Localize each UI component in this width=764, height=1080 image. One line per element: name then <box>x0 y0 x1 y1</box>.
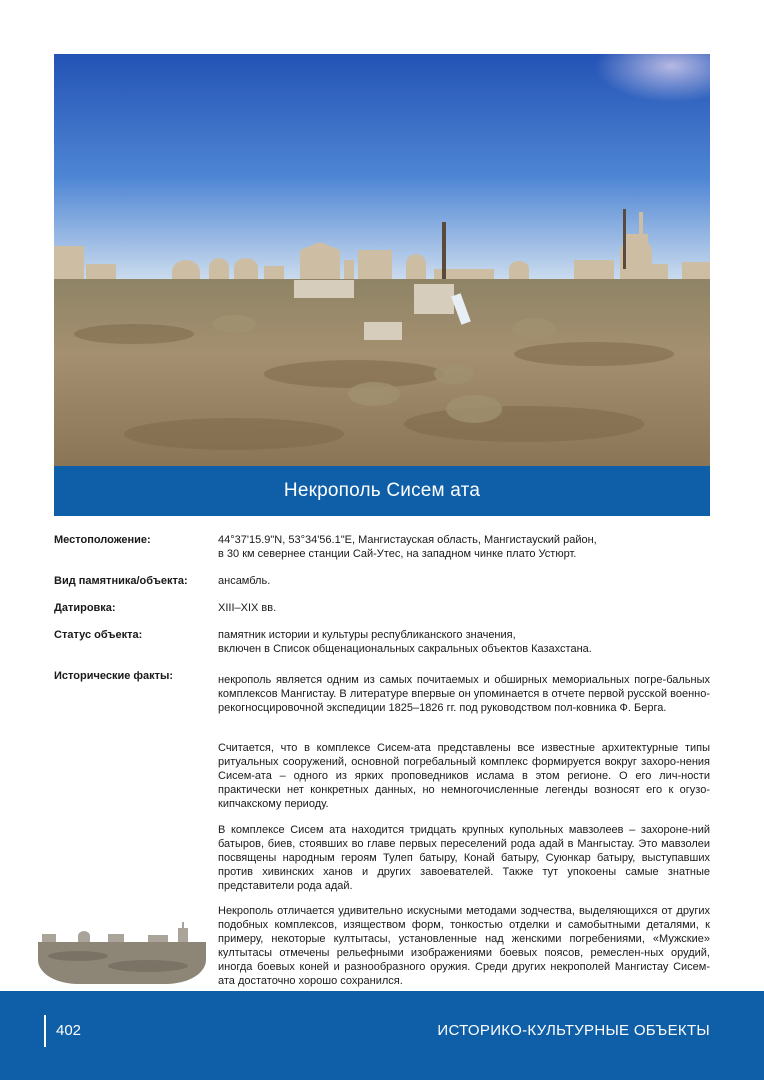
thumbnail-photo <box>38 922 206 984</box>
field-label: Местоположение: <box>54 534 151 546</box>
field-location <box>54 533 710 561</box>
field-value-line: XIII–XIX вв. <box>218 602 277 614</box>
footer-divider <box>44 1015 46 1047</box>
field-value <box>218 601 710 615</box>
paragraph: В комплексе Сисем ата находится тридцать крупных купольных мавзолеев – захороне-ний батыров, биев, стоявших во главе первых переселений рода адай в Мангыстау. Это мавзолеи посвящены народным героям Тулеп батыру, Конай батыру, Суюнкар батыру, выступавших против хивинских ханов и других завоевателей. Также тут упокоены самые знатные представители рода адай. <box>218 824 710 892</box>
paragraph: некрополь является одним из самых почитаемых и обширных мемориальных погре-бальных комплексов Мангистау. В литературе впервые он упоминается в отчете первой русской военно-рекогносцировочной экспедиции 1825–1826 гг. под руководством пол-ковника Ф. Берга. <box>218 674 710 714</box>
paragraph: Некрополь отличается удивительно искусными методами зодчества, выделяющихся от других подобных комплексов, изяществом форм, тонкостью отделки и самобытными деталями, к примеру, некоторые култытасы, установленные над женскими погребениями, «Мужские» култытасы отмечены рельефными изображениями боевых поясов, ремеслен-ных орудий, иногда боевых коней и разнообразного оружия. Среди других некрополей Мангистау Сисем-ата достаточно хорошо сохранился. <box>218 905 710 987</box>
field-label: Датировка: <box>54 602 116 614</box>
page-title-text: Некрополь Сисем ата <box>283 480 481 501</box>
field-value-line: памятник истории и культуры республиканского значения, <box>218 629 516 641</box>
hero-photo <box>54 54 710 466</box>
field-value <box>218 574 710 588</box>
field-dating <box>54 601 710 615</box>
info-table <box>54 533 710 696</box>
field-value <box>218 533 710 561</box>
field-value-line: ансамбль. <box>218 575 271 587</box>
field-value-line: в 30 км севернее станции Сай-Утес, на западном чинке плато Устюрт. <box>218 548 577 560</box>
field-label: Статус объекта: <box>54 629 143 641</box>
field-value-line: включен в Список общенациональных сакральных объектов Казахстана. <box>218 643 592 655</box>
field-value <box>218 628 710 656</box>
field-status <box>54 628 710 656</box>
page-number: 402 <box>56 1022 82 1039</box>
page-footer <box>0 991 764 1080</box>
field-monument-type <box>54 574 710 588</box>
field-label: Вид памятника/объекта: <box>54 575 188 587</box>
paragraph: Считается, что в комплексе Сисем-ата представлены все известные архитектурные типы ритуальных сооружений, основной погребальный комплекс формируется вокруг захоро-нения Сисем-ата – одного из ярких проповедников ислама в этом регионе. О его лич-ности практически нет конкретных данных, но немногочисленные легенды вознocят его к огузо-кипчакскому периоду. <box>218 742 710 810</box>
field-value-line: 44°37'15.9"N, 53°34'56.1"E, Мангистауская область, Мангистауский район, <box>218 534 597 546</box>
page-title <box>54 466 710 516</box>
field-label: Исторические факты: <box>54 670 174 682</box>
section-name: ИСТОРИКО-КУЛЬТУРНЫЕ ОБЪЕКТЫ <box>437 1022 710 1039</box>
